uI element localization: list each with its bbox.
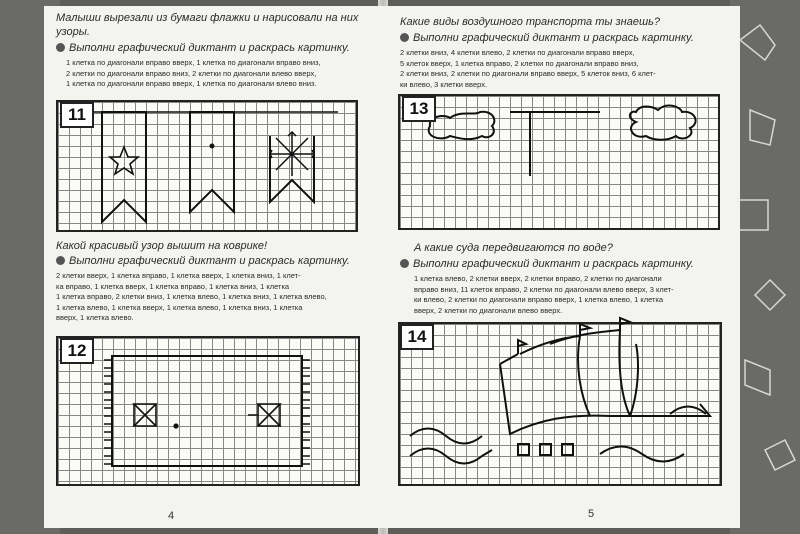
dictation-carpet — [56, 271, 327, 324]
exercise-number-11: 11 — [60, 102, 94, 128]
dictation-line: вправо вниз, 11 клеток вправо, 2 клетки по диагонали влево вверх, 3 клет- — [414, 284, 674, 294]
dictation-line: вверх, 2 клетки по диагонали влево вверх. — [414, 305, 563, 315]
heading-water-transport: А какие суда передвигаются по воде? — [414, 242, 613, 254]
dictation-line: 2 клетки вниз, 2 клетки по диагонали вправо вверх, 5 клеток вниз, 6 клет- — [400, 69, 656, 78]
flags-drawing — [58, 102, 356, 230]
dictation-line: 5 клеток вверх, 1 клетка вправо, 2 клетки по диагонали вправо вниз, — [400, 58, 639, 68]
exercise-number-14: 14 — [400, 324, 434, 350]
bullet-icon — [400, 33, 409, 42]
exercise-number-13: 13 — [402, 96, 436, 122]
book-cover-right — [730, 0, 800, 534]
dictation-air — [400, 48, 656, 90]
dictation-water — [414, 274, 674, 316]
dictation-line: вверх, 1 клетка влево. — [56, 313, 134, 322]
task-water-text: Выполни графический диктант и раскрась картинку. — [413, 258, 694, 270]
task-air — [400, 32, 694, 44]
heading-carpet: Какой красивый узор вышит на коврике! — [56, 240, 268, 252]
heading-flags: Малыши вырезали из бумаги флажки и нарисовали на них — [56, 12, 359, 24]
dictation-line: ки влево, 2 клетки по диагонали вправо вверх, 1 клетка влево, 1 клетка — [414, 295, 664, 304]
exercise-number-12: 12 — [60, 338, 94, 364]
page-number-right: 5 — [588, 508, 595, 520]
dictation-line: 1 клетка по диагонали вправо вверх, 1 клетка по диагонали влево вниз. — [66, 79, 317, 88]
carpet-drawing — [58, 338, 358, 484]
grid-exercise-11 — [56, 100, 358, 232]
task-carpet — [56, 255, 350, 267]
dictation-line: 2 клетки вверх, 1 клетка вправо, 1 клетка вверх, 1 клетка вниз, 1 клет- — [56, 271, 301, 280]
task-water — [400, 258, 694, 270]
dictation-line: 1 клетка влево, 1 клетка вверх, 1 клетка влево, 1 клетка вниз, 1 клетка — [56, 302, 303, 312]
bullet-icon — [56, 43, 65, 52]
task-flags-text: Выполни графический диктант и раскрась картинку. — [69, 42, 350, 54]
task-flags — [56, 42, 350, 54]
dictation-line: ки влево, 3 клетки вверх. — [400, 79, 488, 89]
page-number-left: 4 — [168, 510, 175, 522]
grid-exercise-12 — [56, 336, 360, 486]
dictation-line: 1 клетка влево, 2 клетки вверх, 2 клетки вправо, 2 клетки по диагонали — [414, 274, 662, 283]
grid-exercise-13 — [398, 94, 720, 230]
air-transport-drawing — [400, 96, 718, 228]
dictation-line: 2 клетки по диагонали вправо вниз, 2 клетки по диагонали влево вверх, — [66, 68, 317, 78]
heading-air-transport: Какие виды воздушного транспорта ты знаешь? — [400, 16, 660, 28]
dictation-flags — [66, 58, 321, 90]
bullet-icon — [400, 259, 409, 268]
dictation-line: ка вправо, 1 клетка вверх, 1 клетка вправо, 1 клетка вниз, 1 клетка — [56, 281, 290, 291]
cover-pattern — [730, 0, 800, 534]
page-right — [382, 6, 740, 528]
dictation-line: 2 клетки вниз, 4 клетки влево, 2 клетки по диагонали вправо вверх, — [400, 48, 635, 57]
task-carpet-text: Выполни графический диктант и раскрась картинку. — [69, 255, 350, 267]
heading-flags-line2: узоры. — [56, 26, 90, 38]
dictation-line: 1 клетка вправо, 2 клетки вниз, 1 клетка влево, 1 клетка вниз, 1 клетка влево, — [56, 292, 327, 301]
page-left — [44, 6, 384, 528]
dictation-line: 1 клетка по диагонали вправо вверх, 1 клетка по диагонали вправо вниз, — [66, 58, 321, 67]
bullet-icon — [56, 256, 65, 265]
task-air-text: Выполни графический диктант и раскрась картинку. — [413, 32, 694, 44]
ship-drawing — [400, 324, 720, 484]
grid-exercise-14 — [398, 322, 722, 486]
